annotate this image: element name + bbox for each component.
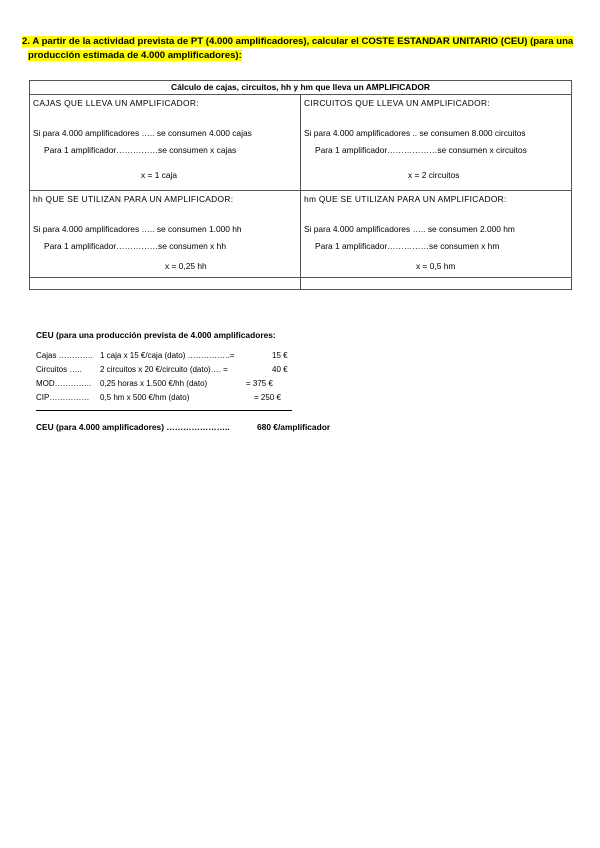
hh-cell — [30, 191, 301, 278]
ceu-row-label: Cajas …………. — [36, 351, 93, 360]
empty-cell-right — [301, 278, 572, 290]
question-number: 2. — [22, 36, 31, 47]
ceu-row-label: Circuitos ….. — [36, 365, 82, 374]
table-title: Cálculo de cajas, circuitos, hh y hm que lleva un AMPLIFICADOR — [30, 81, 572, 95]
total-divider — [36, 410, 292, 411]
ceu-row-calc: 2 circuitos x 20 €/circuito (dato)…. = — [100, 365, 228, 374]
ceu-row-value: 40 € — [272, 365, 288, 374]
ceu-title: CEU (para una producción prevista de 4.000 amplificadores: — [36, 330, 276, 340]
circuitos-header: CIRCUITOS QUE LLEVA UN AMPLIFICADOR: — [304, 98, 490, 108]
hh-line-1: Si para 4.000 amplificadores ….. se consumen 1.000 hh — [33, 224, 242, 234]
ceu-row-value: = 375 € — [246, 379, 273, 388]
cajas-cell — [30, 95, 301, 191]
cajas-result: x = 1 caja — [141, 170, 178, 180]
ceu-total-label: CEU (para 4.000 amplificadores) ………………….. — [36, 422, 230, 432]
hm-line-2: Para 1 amplificador……………se consumen x hm — [315, 241, 500, 251]
circuitos-cell — [301, 95, 572, 191]
circuitos-result: x = 2 circuitos — [408, 170, 460, 180]
hh-line-2: Para 1 amplificador……………se consumen x hh — [44, 241, 226, 251]
empty-cell-left — [30, 278, 301, 290]
hm-header: hm QUE SE UTILIZAN PARA UN AMPLIFICADOR: — [304, 194, 507, 204]
ceu-row-label: MOD………….. — [36, 379, 92, 388]
hh-result: x = 0,25 hh — [165, 261, 207, 271]
cajas-line-2: Para 1 amplificador……………se consumen x cajas — [44, 145, 237, 155]
question-line-2: producción estimada de 4.000 amplificadores): — [28, 50, 242, 61]
cajas-header: CAJAS QUE LLEVA UN AMPLIFICADOR: — [33, 98, 199, 108]
ceu-row-value: = 250 € — [254, 393, 281, 402]
question-heading — [22, 35, 582, 63]
hm-cell — [301, 191, 572, 278]
ceu-row-calc: 0,25 horas x 1.500 €/hh (dato) — [100, 379, 208, 388]
ceu-row-calc: 0,5 hm x 500 €/hm (dato) — [100, 393, 190, 402]
hm-line-1: Si para 4.000 amplificadores ….. se consumen 2.000 hm — [304, 224, 515, 234]
hh-header: hh QUE SE UTILIZAN PARA UN AMPLIFICADOR: — [33, 194, 234, 204]
ceu-row-calc: 1 caja x 15 €/caja (dato) …………….= — [100, 351, 235, 360]
ceu-row-value: 15 € — [272, 351, 288, 360]
hm-result: x = 0,5 hm — [416, 261, 456, 271]
calculation-table — [29, 80, 572, 290]
cajas-line-1: Si para 4.000 amplificadores ….. se consumen 4.000 cajas — [33, 128, 252, 138]
ceu-row-label: CIP…………… — [36, 393, 90, 402]
question-line-1: A partir de la actividad prevista de PT (4.000 amplificadores), calcular el COSTE ESTANDAR UNITARIO (CEU) (para una — [32, 36, 574, 47]
circuitos-line-1: Si para 4.000 amplificadores .. se consumen 8.000 circuitos — [304, 128, 526, 138]
ceu-total-value: 680 €/amplificador — [257, 422, 331, 432]
circuitos-line-2: Para 1 amplificador………………se consumen x circuitos — [315, 145, 527, 155]
